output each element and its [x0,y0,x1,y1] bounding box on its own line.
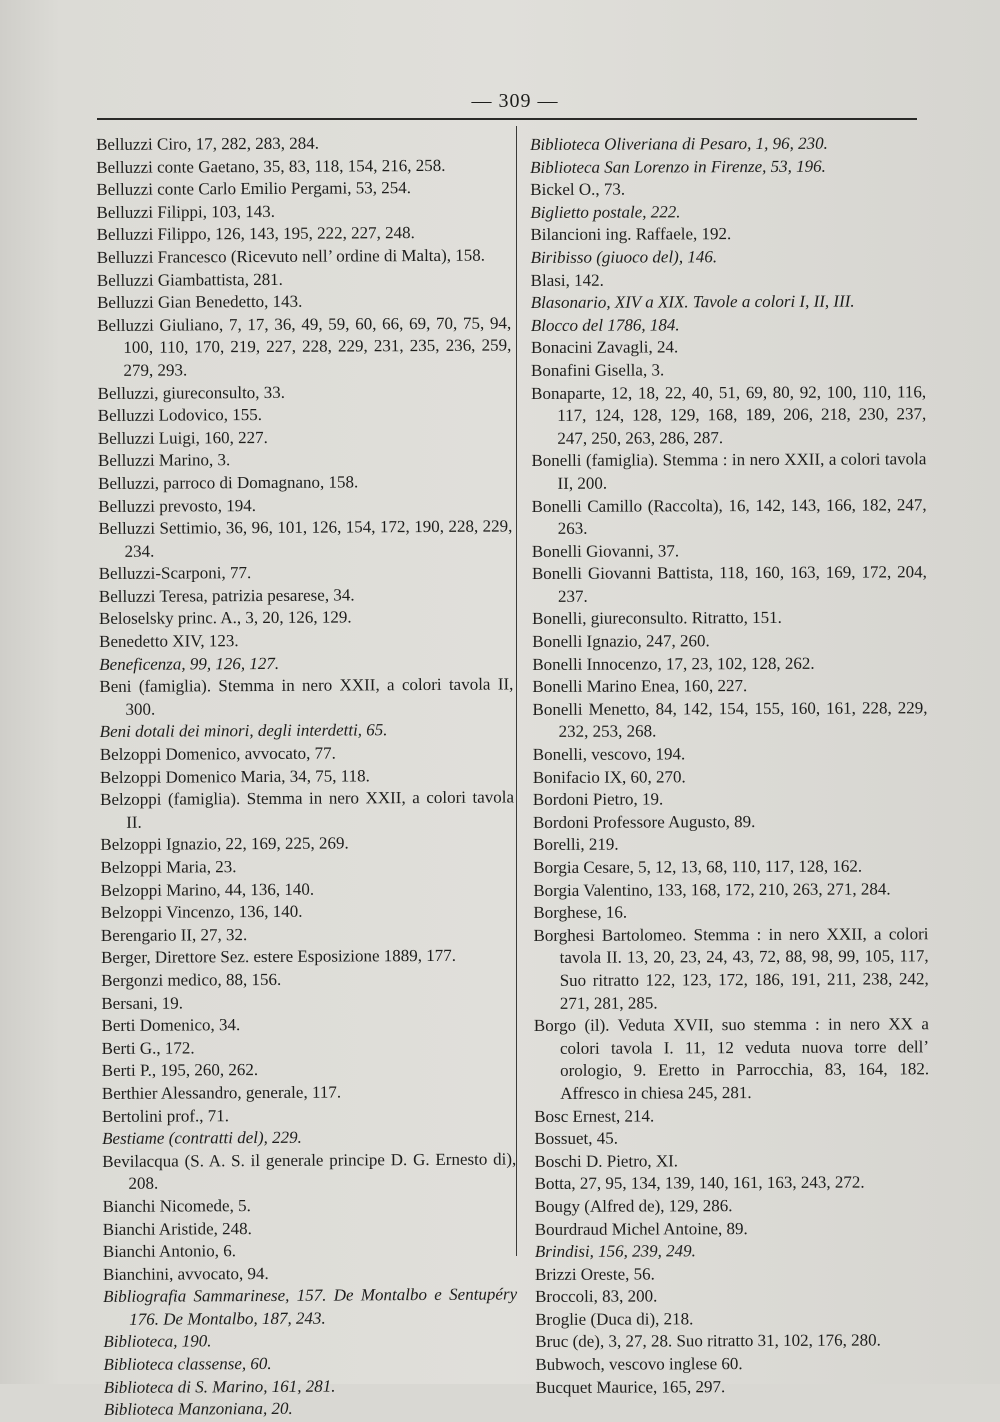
index-entry: Bonelli Giovanni Battista, 118, 160, 163, 169, 172, 204, 237. [531,562,927,606]
index-entry: Biblioteca di S. Marino, 161, 281. [103,1376,336,1397]
index-entry: Bianchi Nicomede, 5. [102,1195,251,1216]
index-entry: Bianchini, avvocato, 94. [102,1263,269,1284]
index-entry: Belzoppi Domenico, avvocato, 77. [99,743,336,765]
index-entry: Bonelli Marino Enea, 160, 227. [532,676,748,697]
index-entry: Bersani, 19. [101,993,184,1013]
index-entry: Biblioteca, 190. [103,1331,212,1352]
index-entry: Bilancioni ing. Raffaele, 192. [530,224,732,245]
index-entry: Bourdraud Michel Antoine, 89. [534,1218,748,1239]
index-entry: Bordoni Pietro, 19. [532,789,664,810]
index-entry: Belluzzi conte Carlo Emilio Pergami, 53, 254. [96,178,412,200]
index-entry: Belluzzi Lodovico, 155. [97,405,263,426]
index-entry: Bonelli Ignazio, 247, 260. [532,631,710,652]
index-entry: Biblioteca classense, 60. [103,1354,272,1375]
index-entry: Berti Domenico, 34. [101,1015,241,1036]
index-entry: Bonelli Camillo (Raccolta), 16, 142, 143, 166, 182, 247, 263. [531,494,927,538]
column-divider [516,126,517,1256]
index-entry: Borghese, 16. [533,902,628,923]
header-rule [97,118,917,120]
index-entry: Bordoni Professore Augusto, 89. [532,811,756,832]
index-entry: Bosc Ernest, 214. [534,1105,655,1126]
index-entry: Belluzzi, giureconsulto, 33. [97,382,286,403]
index-entry: Bonelli Innocenzo, 17, 23, 102, 128, 262. [532,653,815,674]
index-entry: Berti P., 195, 260, 262. [101,1060,259,1081]
index-entry: Belluzzi prevosto, 194. [98,495,257,516]
index-entry: Bickel O., 73. [530,179,626,200]
index-entry: Bonelli Giovanni, 37. [531,541,680,561]
index-entry: Blasonario, XIV a XIX. Tavole a colori I, II, III. [530,291,855,313]
index-entry: Beloselsky princ. A., 3, 20, 126, 129. [98,607,352,629]
index-entry: Borgia Cesare, 5, 12, 13, 68, 110, 117, 128, 162. [533,856,863,877]
index-entry: Berengario II, 27, 32. [100,924,248,945]
index-entry: Biblioteca Oliveriana di Pesaro, 1, 96, 230. [530,133,828,154]
index-entry: Bonifacio IX, 60, 270. [532,766,686,787]
index-entry: Blocco del 1786, 184. [530,315,680,335]
index-column-right [530,132,931,1399]
index-entry: Belzoppi (famiglia). Stemma in nero XXII, a colori tavola II. [100,787,515,832]
index-entry: Boschi D. Pietro, XI. [534,1151,679,1171]
index-entry: Belluzzi Luigi, 160, 227. [97,427,268,448]
index-entry: Bonaparte, 12, 18, 22, 40, 51, 69, 80, 92, 100, 110, 116, 117, 124, 128, 129, 168, 189, 206, 218, 230, 237, 247, 250, 263, 286, 287. [531,381,927,448]
index-entry: Belluzzi Settimio, 36, 96, 101, 126, 154, 172, 190, 228, 229, 234. [98,516,513,561]
index-entry: Belluzzi Marino, 3. [97,450,231,471]
index-entry: Belzoppi Ignazio, 22, 169, 225, 269. [100,833,349,855]
index-entry: Borelli, 219. [533,835,619,855]
index-entry: Borghesi Bartolomeo. Stemma : in nero XXII, a colori tavola II. 13, 20, 23, 24, 43, 72, 88, 98, 99, 105, 117, Suo ritratto 122, 123, 172, 186, 191, 211, 238, 242, 271, 281, 285. [533,924,929,1013]
index-entry: Bestiame (contratti del), 229. [102,1127,302,1149]
index-entry: Broglie (Duca di), 218. [535,1309,694,1329]
index-entry: Bossuet, 45. [534,1128,619,1149]
index-entry: Belluzzi-Scarponi, 77. [98,563,252,584]
index-entry: Beni dotali dei minori, degli interdetti, 65. [99,720,388,742]
index-entry: Bianchi Aristide, 248. [102,1218,252,1239]
index-entry: Borgo (il). Veduta XVII, suo stemma : in nero XX a colori tavola I. 11, 12 veduta nuova torre dell’ orologio, 9. Eretto in Parrocchia, 83, 164, 182. Affresco in chiesa 245, 281. [533,1014,930,1103]
index-entry: Berti G., 172. [101,1038,195,1058]
index-entry: Bucquet Maurice, 165, 297. [535,1376,726,1397]
index-entry: Bibliografia Sammarinese, 157. De Montalbo e Sentupéry 176. De Montalbo, 187, 243. [103,1284,518,1329]
index-entry: Bubwoch, vescovo inglese 60. [535,1354,743,1375]
index-column-left [96,131,518,1421]
index-entry: Belzoppi Domenico Maria, 34, 75, 118. [99,765,370,787]
index-entry: Broccoli, 83, 200. [535,1286,658,1307]
index-entry: Beneficenza, 99, 126, 127. [99,653,280,674]
index-entry: Brizzi Oreste, 56. [534,1264,655,1284]
index-entry: Beni (famiglia). Stemma in nero XXII, a colori tavola II, 300. [99,674,514,719]
index-entry: Blasi, 142. [530,270,604,290]
index-entry: Bertolini prof., 71. [101,1105,230,1126]
index-entry: Belzoppi Maria, 23. [100,857,237,877]
index-entry: Bonafini Gisella, 3. [530,360,665,380]
index-entry: Bougy (Alfred de), 129, 286. [534,1196,733,1216]
index-entry: Belluzzi Filippo, 126, 143, 195, 222, 227, 248. [96,223,415,245]
index-entry: Biribisso (giuoco del), 146. [530,247,718,267]
index-entry: Belluzzi Filippi, 103, 143. [96,201,276,222]
index-entry: Berthier Alessandro, generale, 117. [101,1082,342,1103]
index-entry: Biblioteca San Lorenzo in Firenze, 53, 196. [530,156,826,177]
index-entry: Belzoppi Vincenzo, 136, 140. [100,901,303,923]
index-entry: Belluzzi Francesco (Ricevuto nell’ ordine di Malta), 158. [96,245,486,267]
index-entry: Bevilacqua (S. A. S. il generale principe D. G. Ernesto di), 208. [102,1149,517,1194]
index-entry: Belluzzi Ciro, 17, 282, 283, 284. [96,133,319,154]
index-entry: Belluzzi Gian Benedetto, 143. [96,291,303,313]
index-entry: Berger, Direttore Sez. estere Esposizione 1889, 177. [100,946,457,968]
index-entry: Bonelli, giureconsulto. Ritratto, 151. [532,608,782,629]
index-entry: Belluzzi Giambattista, 281. [96,269,283,290]
index-entry: Biblioteca Manzoniana, 20. [103,1399,293,1420]
index-entry: Belzoppi Marino, 44, 136, 140. [100,879,315,900]
index-entry: Brindisi, 156, 239, 249. [534,1241,696,1262]
index-entry: Bergonzi medico, 88, 156. [101,969,282,990]
index-entry: Borgia Valentino, 133, 168, 172, 210, 263, 271, 284. [533,879,891,900]
index-entry: Belluzzi, parroco di Domagnano, 158. [98,472,359,493]
index-entry: Bianchi Antonio, 6. [102,1241,237,1262]
index-entry: Bonelli Menetto, 84, 142, 154, 155, 160, 161, 228, 229, 232, 253, 268. [532,698,928,742]
index-entry: Botta, 27, 95, 134, 139, 140, 161, 163, 243, 272. [534,1172,865,1194]
index-entry: Belluzzi Teresa, patrizia pesarese, 34. [98,585,355,606]
page-number: — 309 — [471,90,559,112]
index-entry: Biglietto postale, 222. [530,202,681,222]
index-entry: Belluzzi conte Gaetano, 35, 83, 118, 154, 216, 258. [96,155,446,177]
index-entry: Bonacini Zavagli, 24. [530,337,679,358]
index-entry: Bonelli, vescovo, 194. [532,744,686,765]
index-entry: Belluzzi Giuliano, 7, 17, 36, 49, 59, 60, 66, 69, 70, 75, 94, 100, 110, 170, 219, 227, 228, 229, 231, 235, 236, 259, 279, 293. [97,313,512,380]
index-entry: Bonelli (famiglia). Stemma : in nero XXII, a colori tavola II, 200. [531,449,927,493]
index-entry: Benedetto XIV, 123. [99,631,239,652]
index-entry: Bruc (de), 3, 27, 28. Suo ritratto 31, 102, 176, 280. [535,1330,881,1352]
